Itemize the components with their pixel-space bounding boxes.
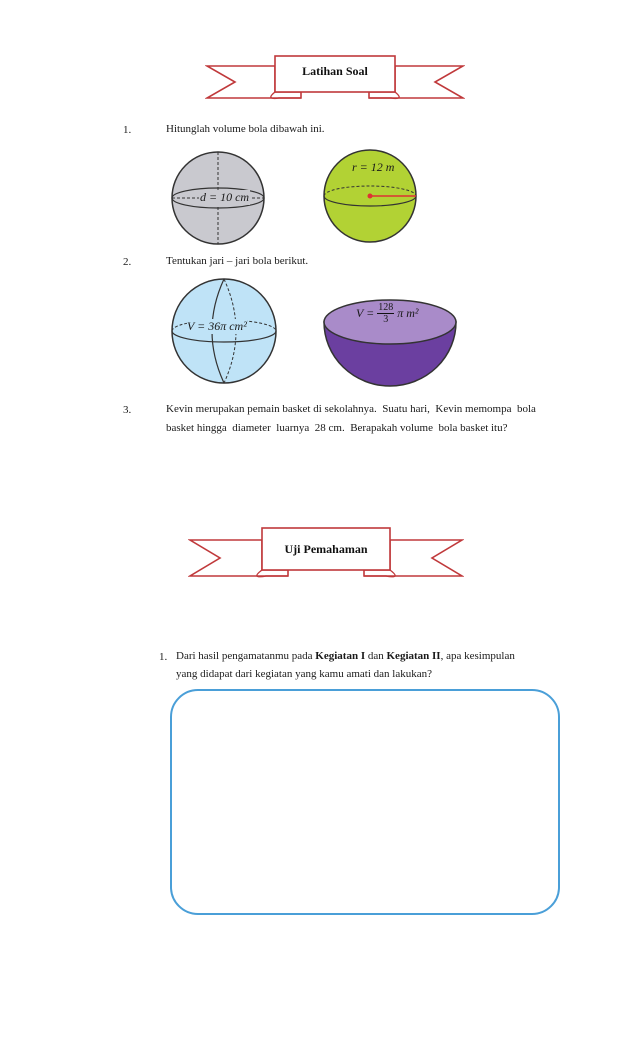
hemisphere-fraction (377, 302, 394, 325)
hemisphere-fraction-denominator: 3 (383, 314, 389, 325)
uji-question-kegiatan-2: Kegiatan II (386, 650, 441, 662)
sphere-diameter-label: d = 10 cm (200, 190, 250, 204)
uji-question-mid: dan (365, 650, 387, 662)
question-3-line-2: basket hingga diameter luarnya 28 cm. Berapakah volume bola basket itu? (166, 422, 508, 434)
uji-question-number: 1. (159, 651, 168, 663)
uji-question-pre: Dari hasil pengamatanmu pada (176, 650, 316, 662)
question-1-number: 1. (123, 124, 132, 136)
hemisphere-fraction-numerator: 128 (378, 302, 394, 313)
uji-question-post: , apa kesimpulan (440, 650, 515, 662)
sphere-volume-label: V = 36π cm² (187, 319, 247, 333)
latihan-soal-title: Latihan Soal (302, 64, 368, 78)
hemisphere-label (356, 302, 419, 325)
uji-question-line-2: yang didapat dari kegiatan yang kamu amati dan lakukan? (176, 668, 432, 680)
question-2-text: Tentukan jari – jari bola berikut. (166, 255, 309, 267)
answer-box[interactable] (170, 689, 560, 915)
sphere-radius-label: r = 12 m (352, 160, 395, 174)
question-1-text: Hitunglah volume bola dibawah ini. (166, 123, 325, 135)
hemisphere-label-v: V = (356, 306, 375, 320)
question-2-number: 2. (123, 256, 132, 268)
uji-question-kegiatan-1: Kegiatan I (315, 650, 366, 662)
question-3-number: 3. (123, 404, 132, 416)
uji-question-line-1 (176, 647, 515, 666)
hemisphere-label-unit: π m² (397, 306, 419, 320)
uji-pemahaman-title: Uji Pemahaman (284, 542, 368, 556)
question-3-line-1: Kevin merupakan pemain basket di sekolahnya. Suatu hari, Kevin memompa bola (166, 403, 536, 415)
